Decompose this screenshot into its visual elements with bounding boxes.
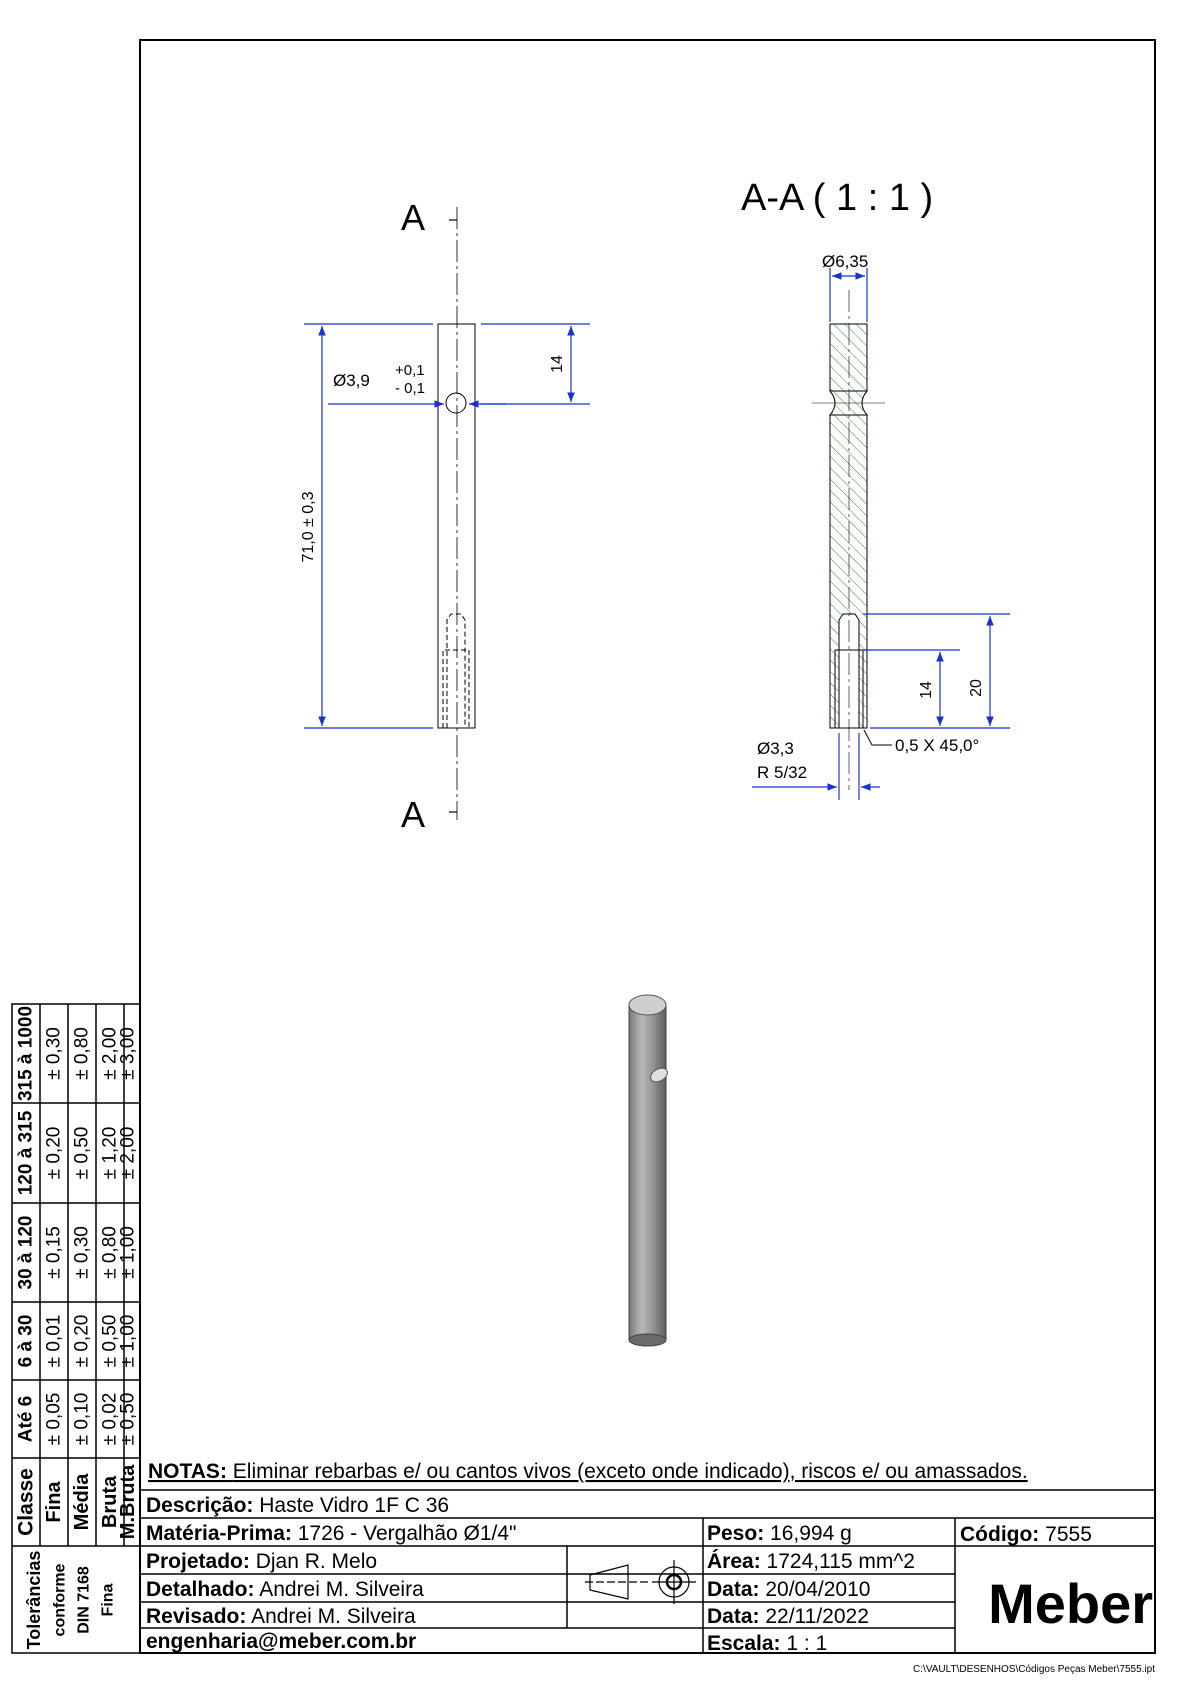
range-label: 30 à 120	[15, 1215, 37, 1290]
tolerance-standard-label: conforme	[51, 1563, 69, 1637]
reviewer-row	[146, 1605, 416, 1628]
dim-rod-diameter: Ø6,35	[822, 252, 869, 271]
tolerance-value: ± 1,20	[99, 1126, 121, 1180]
range-label: 6 à 30	[15, 1314, 37, 1368]
hidden-thread	[447, 614, 465, 728]
code-label: Código:	[960, 1523, 1040, 1546]
front-view	[438, 207, 475, 820]
chamfer-leader	[864, 730, 892, 745]
area-label: Área:	[707, 1550, 761, 1573]
tolerance-value: ± 0,80	[99, 1226, 121, 1279]
section-label-bottom: A	[401, 794, 426, 835]
section-view-title: A-A ( 1 : 1 )	[741, 177, 934, 219]
dim-drill-diameter: Ø3,3	[757, 739, 794, 758]
weight-value: 16,994 g	[770, 1522, 852, 1545]
class-name: M.Bruta	[117, 1464, 139, 1540]
tolerance-standard-label: Tolerâncias	[24, 1550, 44, 1650]
range-label: 315 à 1000	[15, 1005, 37, 1102]
tolerance-value: ± 0,20	[43, 1126, 65, 1180]
weight-label: Peso:	[707, 1522, 765, 1545]
company-logo: Meber	[988, 1572, 1153, 1635]
dim-chamfer: 0,5 X 45,0°	[895, 736, 980, 755]
date-revised-row	[707, 1605, 869, 1628]
code-row	[960, 1523, 1092, 1546]
description-label: Descrição:	[146, 1494, 254, 1517]
tolerance-value: ± 0,50	[71, 1126, 93, 1180]
reviewer-value: Andrei M. Silveira	[251, 1605, 416, 1628]
detailer-value: Andrei M. Silveira	[259, 1578, 424, 1601]
detailer-row	[146, 1578, 424, 1601]
dim-hole-position: 14	[549, 355, 566, 373]
dim-hole-tol-minus: - 0,1	[395, 380, 426, 397]
cross-hole	[446, 393, 466, 413]
notes-line	[148, 1460, 1028, 1483]
sheet-border	[140, 40, 1155, 1653]
code-value: 7555	[1045, 1523, 1092, 1546]
tolerance-value: ± 1,00	[117, 1226, 139, 1279]
date-created-value: 20/04/2010	[765, 1578, 871, 1601]
material-value: 1726 - Vergalhão Ø1/4"	[297, 1522, 517, 1545]
material-row	[146, 1522, 517, 1545]
area-value: 1724,115 mm^2	[766, 1550, 915, 1573]
class-name: Média	[71, 1473, 93, 1531]
date-revised-value: 22/11/2022	[765, 1605, 869, 1628]
scale-label: Escala:	[707, 1632, 781, 1655]
description-row	[146, 1494, 449, 1517]
section-view	[812, 290, 885, 790]
dim-hole-tol-plus: +0,1	[395, 362, 425, 379]
section-dimensions	[752, 268, 1010, 800]
tolerance-value: ± 2,00	[99, 1027, 121, 1080]
tolerance-value: ± 0,15	[43, 1226, 65, 1279]
weight-row	[707, 1522, 852, 1545]
isometric-rod	[629, 995, 670, 1346]
dim-length: 71,0 ± 0,3	[300, 491, 317, 563]
area-row	[707, 1550, 915, 1573]
class-header: Classe	[14, 1468, 38, 1536]
projection-symbol	[585, 1560, 696, 1604]
tolerance-standard-label: DIN 7168	[75, 1566, 93, 1634]
tolerance-value: ± 0,80	[71, 1027, 93, 1080]
dim-drill-depth: 20	[968, 679, 985, 697]
tolerance-value: ± 0,01	[43, 1314, 65, 1368]
notes-text: Eliminar rebarbas e/ ou cantos vivos (exceto onde indicado), riscos e/ ou amassados.	[232, 1460, 1028, 1483]
reviewer-label: Revisado:	[146, 1605, 247, 1628]
material-label: Matéria-Prima:	[146, 1522, 292, 1545]
dim-thread-depth: 14	[918, 681, 935, 699]
tolerance-value: ± 0,05	[43, 1392, 65, 1446]
designer-value: Djan R. Melo	[255, 1550, 378, 1573]
email-link[interactable]: engenharia@meber.com.br	[146, 1630, 417, 1653]
description-value: Haste Vidro 1F C 36	[259, 1494, 450, 1517]
tolerance-value: ± 2,00	[117, 1126, 139, 1180]
date-created-label: Data:	[707, 1578, 760, 1601]
range-label: Até 6	[15, 1395, 37, 1443]
range-label: 120 à 315	[15, 1110, 37, 1196]
tolerance-value: ± 0,10	[71, 1392, 93, 1446]
designer-row	[146, 1550, 377, 1573]
scale-value: 1 : 1	[786, 1632, 828, 1655]
designer-label: Projetado:	[146, 1550, 250, 1573]
tolerance-value: ± 3,00	[117, 1027, 139, 1080]
tolerance-value: ± 1,00	[117, 1314, 139, 1368]
notes-label: NOTAS:	[148, 1460, 227, 1483]
tolerance-value: ± 0,30	[43, 1027, 65, 1080]
tolerance-standard-label: Fina	[99, 1583, 117, 1617]
tolerance-value: ± 0,50	[99, 1314, 121, 1368]
date-created-row	[707, 1578, 870, 1601]
class-name: Fina	[43, 1481, 65, 1523]
dim-thread-spec: R 5/32	[757, 763, 808, 782]
tolerance-value: ± 0,02	[99, 1392, 121, 1446]
class-name: Bruta	[99, 1475, 121, 1529]
tolerance-value: ± 0,20	[71, 1314, 93, 1368]
file-path: C:\VAULT\DESENHOS\Códigos Peças Meber\7555.ipt	[913, 1664, 1155, 1675]
tolerance-value: ± 0,30	[71, 1226, 93, 1279]
detailer-label: Detalhado:	[146, 1578, 255, 1601]
date-revised-label: Data:	[707, 1605, 760, 1628]
tolerance-value: ± 0,50	[117, 1392, 139, 1446]
dim-hole-diameter: Ø3,9	[333, 371, 370, 390]
scale-row	[707, 1632, 827, 1655]
section-label-top: A	[401, 197, 426, 238]
